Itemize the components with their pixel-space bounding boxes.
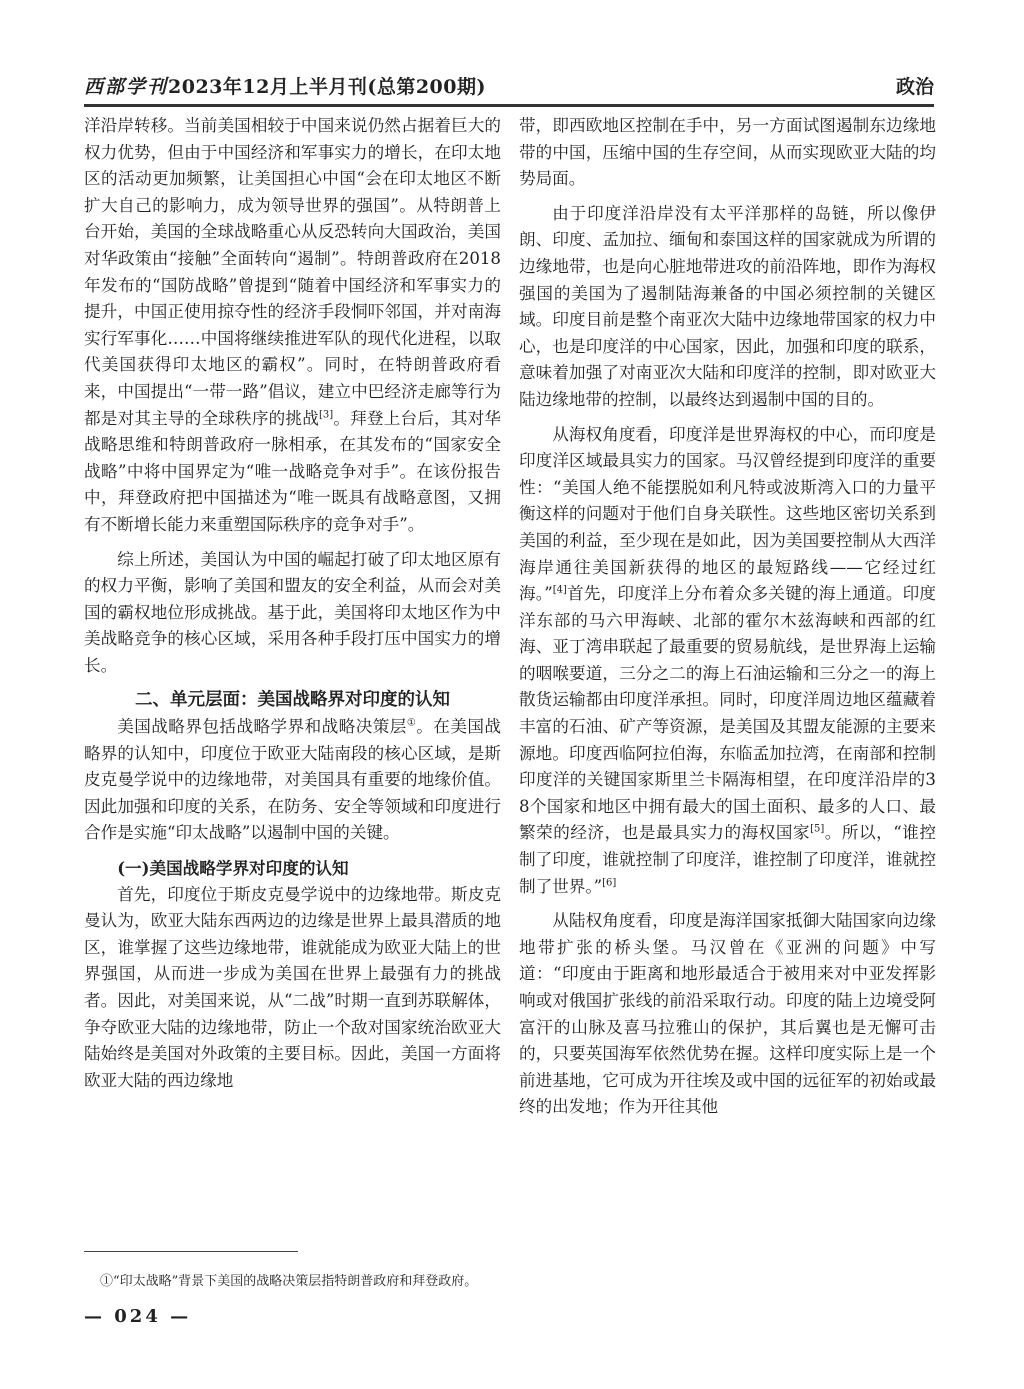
right-column (519, 113, 936, 1121)
citation: [3] (318, 409, 334, 420)
paragraph: 洋沿岸转移。当前美国相较于中国来说仍然占据着巨大的权力优势，但由于中国经济和军事实力的增长，在印太地区的活动更加频繁，让美国担心中国“会在印太地区不断扩大自己的影响力，成为领导世界的强国”。从特朗普上台开始，美国的全球战略重心从反恐转向大国政治，美国对华政策由“接触”全面转向“遏制”。特朗普政府在2018年发布的“国防战略”曾提到“随着中国经济和军事实力的提升，中国正使用掠夺性的经济手段恫吓邻国，并对南海实行军事化……中国将继续推进军队的现代化进程，以取代美国获得印太地区的霸权”。同时，在特朗普政府看来，中国提出“一带一路”倡议，建立中巴经济走廊等行为都是对其主导的全球秩序的挑战[3]。拜登上台后，其对华战略思维和特朗普政府一脉相承，在其发布的“国家安全战略”中将中国界定为“唯一战略竞争对手”。在该份报告中，拜登政府把中国描述为“唯一既具有战略意图，又拥有不断增长能力来重塑国际秩序的竞争对手”。 (84, 116, 502, 534)
paragraph: 美国战略界包括战略学界和战略决策层①。在美国战略界的认知中，印度位于欧亚大陆南段的核心区域，是斯皮克曼学说中的边缘地带，对美国具有重要的地缘价值。因此加强和印度的关系，在防务、安全等领域和印度进行合作是实施“印太战略”以遏制中国的关键。 (84, 717, 502, 843)
journal-logo: 西部学刊 (84, 76, 169, 98)
section-name: 政治 (895, 76, 934, 98)
paragraph: 从海权角度看，印度洋是世界海权的中心，而印度是印度洋区域最具实力的国家。马汉曾经提到印度洋的重要性：“美国人绝不能摆脱如利凡特或波斯湾入口的力量平衡这样的问题对于他们自身关联性。这些地区密切关系到美国的利益，至少现在是如此，因为美国要控制从大西洋海岸通往美国新获得的地区的最短路线——它经过红海。”[4]首先，印度洋上分布着众多关键的海上通道。印度洋东部的马六甲海峡、北部的霍尔木兹海峡和西部的红海、亚丁湾串联起了最重要的贸易航线，是世界海上运输的咽喉要道，三分之二的海上石油运输和三分之一的海上散货运输都由印度洋承担。同时，印度洋周边地区蕴藏着丰富的石油、矿产等资源，是美国及其盟友能源的主要来源地。印度西临阿拉伯海，东临孟加拉湾，在南部和控制印度洋的关键国家斯里兰卡隔海相望，在印度洋沿岸的38个国家和地区中拥有最大的国土面积、最多的人口、最繁荣的经济，也是最具实力的海权国家[5]。所以，“谁控制了印度，谁就控制了印度洋，谁控制了印度洋，谁就控制了世界。”[6] (519, 424, 937, 896)
page-number: — 024 — (84, 1306, 192, 1327)
citation: [4] (552, 584, 567, 596)
subsection-heading: (一)美国战略学界对印度的认知 (117, 858, 349, 879)
citation: [6] (602, 877, 617, 889)
citation: [5] (810, 823, 825, 835)
section-heading: 二、单元层面：美国战略界对印度的认知 (135, 690, 450, 711)
issue-info: 2023年12月上半月刊(总第200期) (168, 76, 486, 98)
paragraph: 从陆权角度看，印度是海洋国家抵御大陆国家向边缘地带扩张的桥头堡。马汉曾在《亚洲的问题》中写道：“印度由于距离和地形最适合于被用来对中亚发挥影响或对俄国扩张线的前沿采取行动。印度的陆上边境受阿富汗的山脉及喜马拉雅山的保护，其后翼也是无懈可击的，只要英国海军依然优势在握。这样印度实际上是一个前进基地，它可成为开往埃及或中国的远征军的初始或最终的出发地；作为开往其他 (519, 911, 936, 1117)
paragraph: 由于印度洋沿岸没有太平洋那样的岛链，所以像伊朗、印度、孟加拉、缅甸和泰国这样的国家就成为所谓的边缘地带，也是向心脏地带进攻的前沿阵地，即作为海权强国的美国为了遏制陆海兼备的中国必须控制的关键区域。印度目前是整个南亚次大陆中边缘地带国家的权力中心，也是印度洋的中心国家，因此，加强和印度的联系，意味着加强了对南亚次大陆和印度洋的控制，即对欧亚大陆边缘地带的控制，以最终达到遏制中国的目的。 (519, 203, 936, 409)
running-header (84, 64, 934, 104)
footnote-marker: ① (406, 717, 417, 729)
footnote: ①“印太战略”背景下美国的战略决策层指特朗普政府和拜登政府。 (100, 1274, 478, 1289)
header-rule (84, 104, 934, 107)
paragraph: 带，即西欧地区控制在手中，另一方面试图遏制东边缘地带的中国，压缩中国的生存空间，从而实现欧亚大陆的均势局面。 (519, 116, 936, 189)
paragraph: 综上所述，美国认为中国的崛起打破了印太地区原有的权力平衡，影响了美国和盟友的安全利益，从而会对美国的霸权地位形成挑战。基于此，美国将印太地区作为中美战略竞争的核心区域，采用各种手段打压中国实力的增长。 (84, 549, 501, 675)
paragraph: 首先，印度位于斯皮克曼学说中的边缘地带。斯皮克曼认为，欧亚大陆东西两边的边缘是世界上最具潜质的地区，谁掌握了这些边缘地带，谁就能成为欧亚大陆上的世界强国，从而进一步成为美国在世界上最强有力的挑战者。因此，对美国来说，从“二战”时期一直到苏联解体，争夺欧亚大陆的边缘地带，防止一个敌对国家统治欧亚大陆始终是美国对外政策的主要目标。因此，美国一方面将欧亚大陆的西边缘地 (84, 884, 501, 1090)
left-column (84, 113, 501, 1094)
footnote-rule (84, 1251, 298, 1252)
journal-title (84, 72, 486, 99)
